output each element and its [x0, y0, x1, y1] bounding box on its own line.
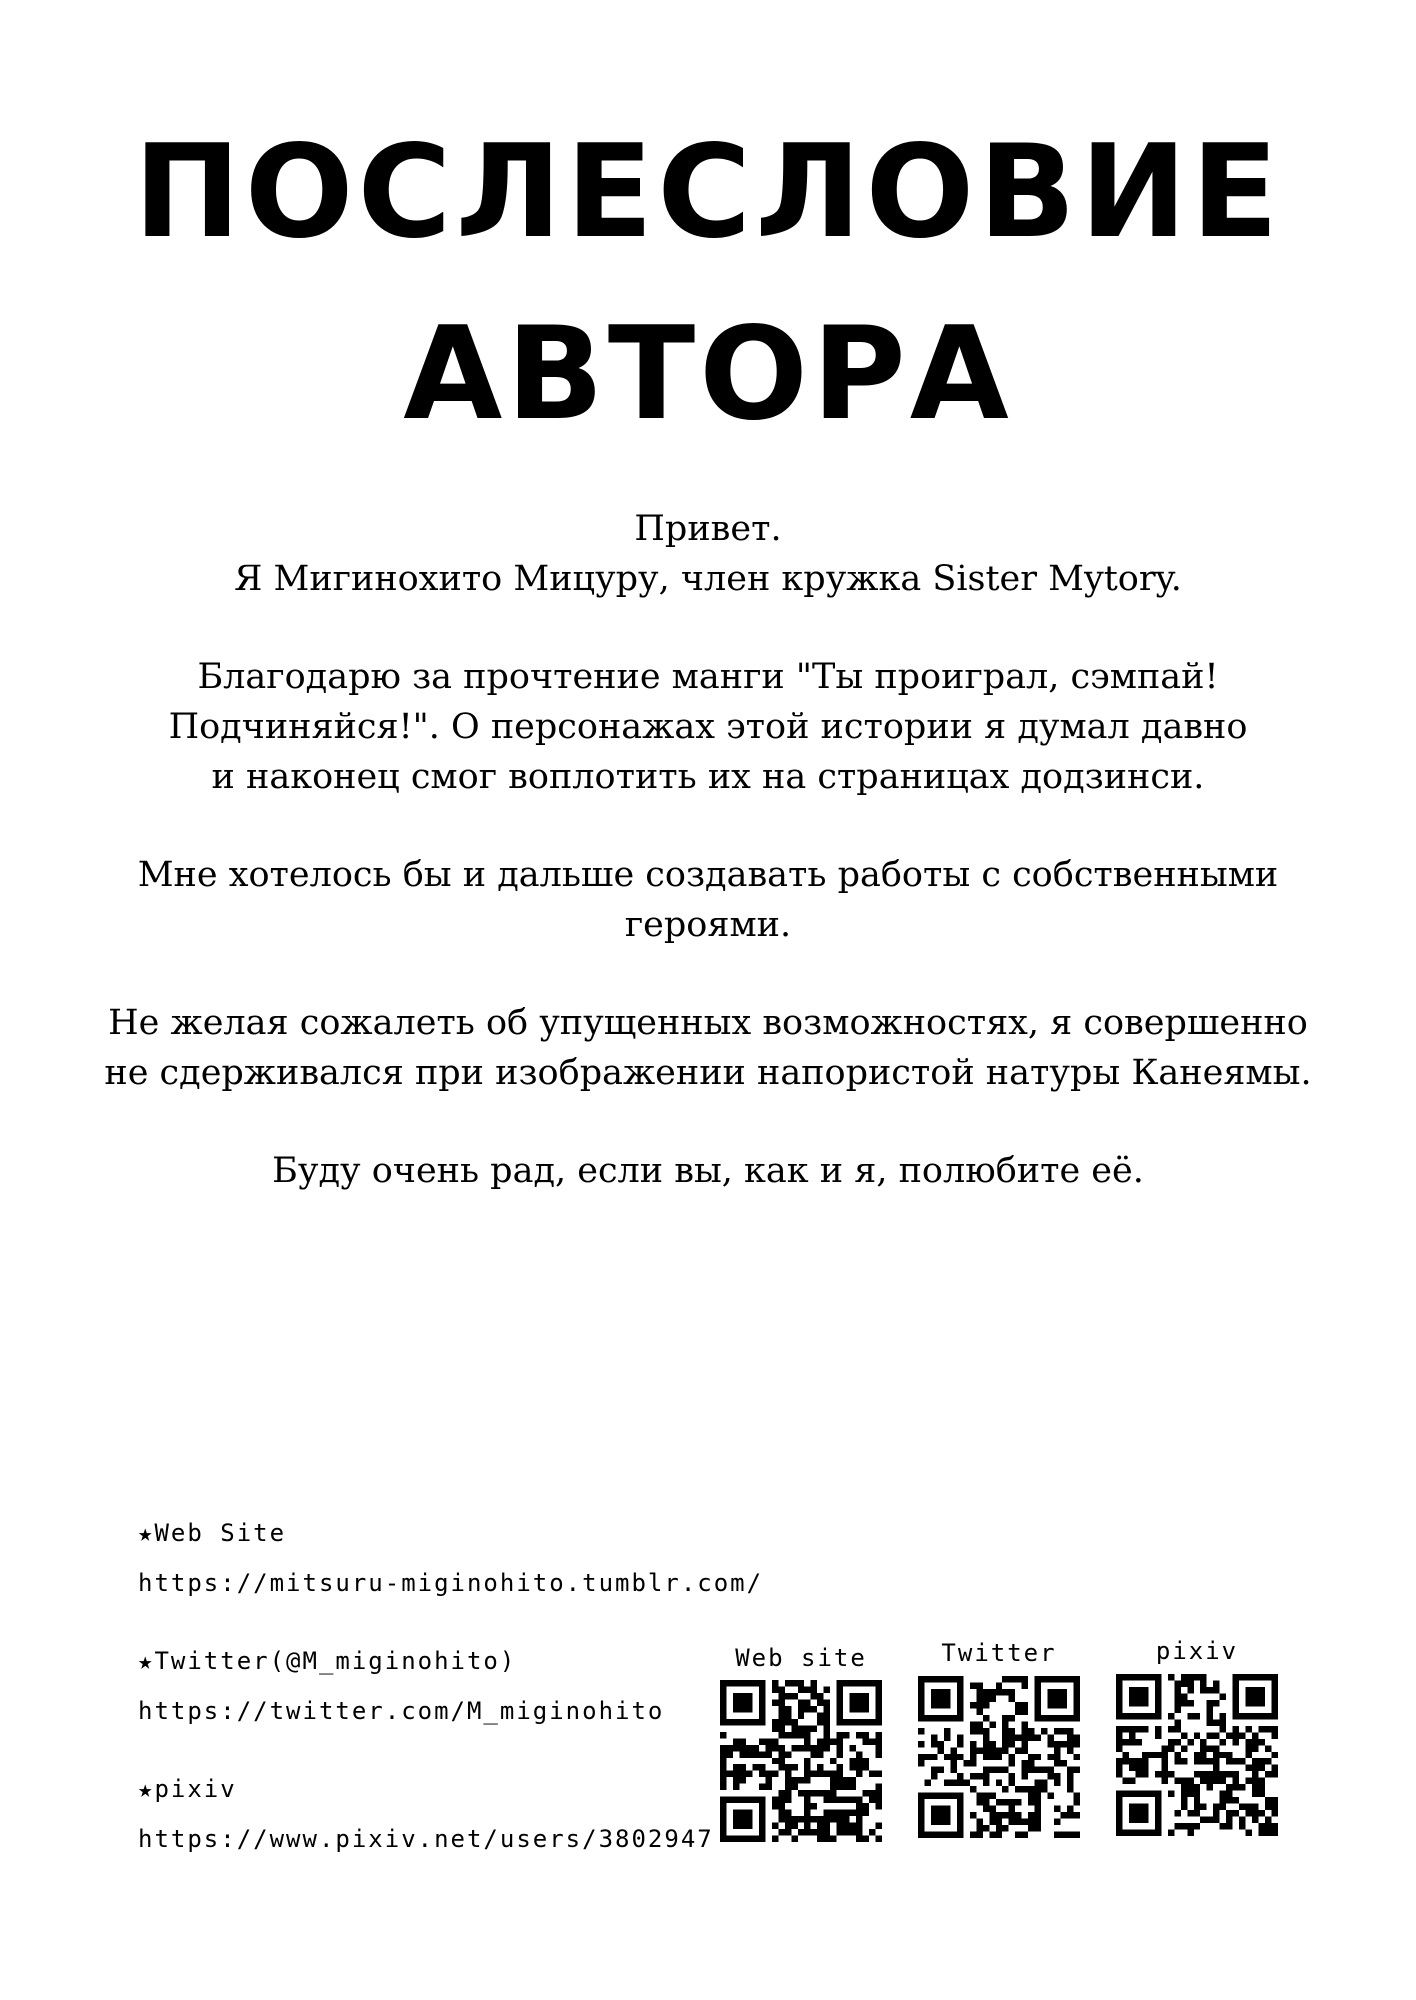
page-title-line-2: АВТОРА	[403, 300, 1013, 449]
qr-code-icon[interactable]	[918, 1676, 1080, 1838]
qr-code-icon[interactable]	[1116, 1674, 1278, 1836]
body-line-closing: Буду очень рад, если вы, как и я, полюбите её.	[272, 1151, 1144, 1191]
body-line-thanks-1: Благодарю за прочтение манги "Ты проиграл, сэмпай!	[197, 657, 1219, 697]
pixiv-url[interactable]: https://www.pixiv.net/users/3802947	[138, 1825, 714, 1853]
web-site-url[interactable]: https://mitsuru-miginohito.tumblr.com/	[138, 1569, 764, 1597]
qr-label-twitter: Twitter	[941, 1639, 1057, 1667]
body-line-regret-1: Не желая сожалеть об упущенных возможностях, я совершенно	[108, 1003, 1308, 1043]
web-site-label: ★Web Site	[138, 1519, 287, 1547]
body-line-thanks-2: Подчиняйся!". О персонажах этой истории я думал давно	[168, 707, 1248, 747]
body-line-wish-2: героями.	[624, 905, 792, 945]
body-line-thanks-3: и наконец смог воплотить их на страницах додзинси.	[211, 757, 1205, 797]
qr-label-web-site: Web site	[735, 1644, 867, 1672]
body-line-greeting: Привет.	[634, 509, 782, 549]
qr-label-pixiv: pixiv	[1155, 1637, 1239, 1665]
page-title-line-1: ПОСЛЕСЛОВИЕ	[133, 118, 1283, 267]
twitter-url[interactable]: https://twitter.com/M_miginohito	[138, 1697, 665, 1725]
pixiv-label: ★pixiv	[138, 1775, 237, 1803]
twitter-label: ★Twitter(@M_miginohito)	[138, 1647, 517, 1675]
body-line-wish-1: Мне хотелось бы и дальше создавать работы с собственными	[137, 855, 1279, 895]
qr-code-icon[interactable]	[720, 1680, 882, 1842]
body-line-regret-2: не сдерживался при изображении напористой натуры Канеямы.	[104, 1053, 1312, 1093]
body-line-intro: Я Мигинохито Мицуру, член кружка Sister Mytory.	[234, 559, 1182, 599]
